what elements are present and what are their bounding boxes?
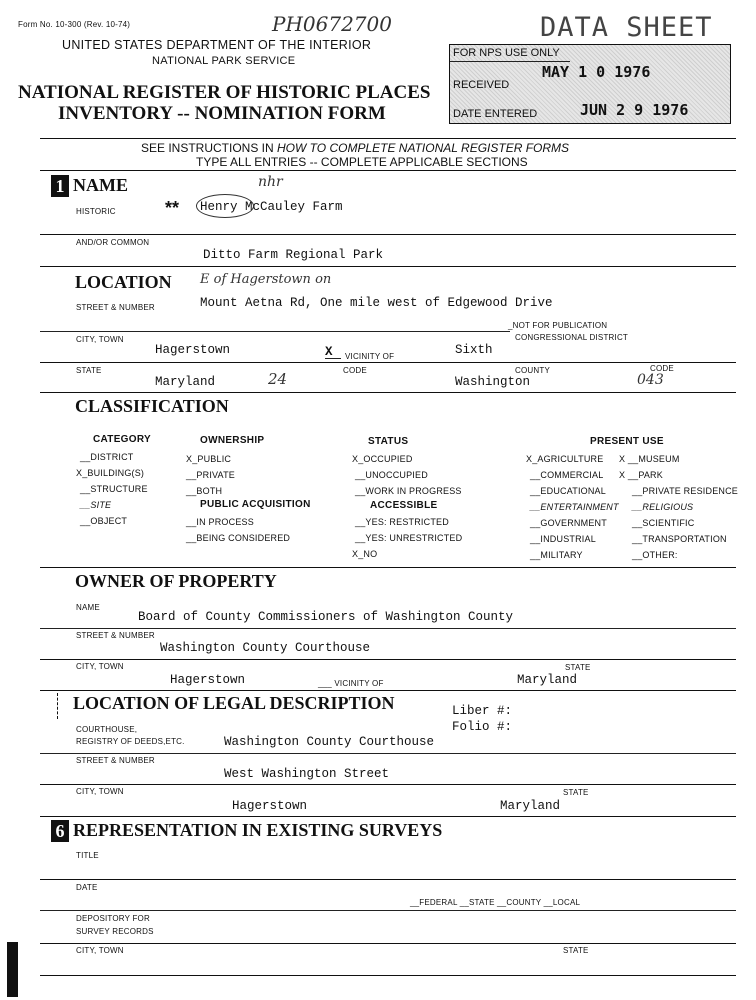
category-object[interactable]: __OBJECT (80, 516, 128, 526)
folio-label: Folio #: (452, 720, 513, 734)
use-park[interactable]: X __PARK (619, 470, 663, 480)
accessible-heading: ACCESSIBLE (370, 500, 438, 511)
nps-use-only-label: FOR NPS USE ONLY (453, 47, 560, 59)
status-heading: STATUS (368, 436, 409, 447)
surveys-section-title: REPRESENTATION IN EXISTING SURVEYS (73, 820, 443, 840)
form-number: Form No. 10-300 (Rev. 10-74) (18, 20, 131, 29)
ownership-public[interactable]: X_PUBLIC (186, 454, 232, 464)
survey-state-label: STATE (563, 946, 589, 955)
divider (40, 628, 736, 629)
use-agriculture[interactable]: X_AGRICULTURE (526, 454, 604, 464)
divider (40, 879, 736, 880)
survey-date-label: DATE (76, 883, 98, 892)
use-other[interactable]: __OTHER: (632, 550, 678, 560)
divider (40, 362, 736, 363)
state-code-label: CODE (343, 366, 367, 375)
handwritten-circle (196, 194, 254, 218)
department-name: UNITED STATES DEPARTMENT OF THE INTERIOR (62, 38, 372, 52)
registry-label: REGISTRY OF DEEDS,ETC. (76, 737, 185, 746)
legal-state-label: STATE (563, 788, 589, 797)
liber-label: Liber #: (452, 704, 513, 718)
location-street: Mount Aetna Rd, One mile west of Edgewood Drive (200, 296, 553, 310)
acquisition-in-process[interactable]: __IN PROCESS (186, 517, 254, 527)
courthouse-value: Washington County Courthouse (224, 735, 435, 749)
category-district[interactable]: __DISTRICT (80, 452, 134, 462)
use-educational[interactable]: __EDUCATIONAL (530, 486, 606, 496)
city-town-label: CITY, TOWN (76, 335, 124, 344)
street-number-label: STREET & NUMBER (76, 303, 155, 312)
county-label: COUNTY (515, 366, 550, 375)
use-government[interactable]: __GOVERNMENT (530, 518, 607, 528)
vicinity-underline (325, 358, 341, 359)
status-unoccupied[interactable]: __UNOCCUPIED (355, 470, 428, 480)
owner-state: Maryland (517, 673, 578, 687)
location-handwritten-note: E of Hagerstown on (200, 272, 332, 287)
section-number-1: 1 (51, 175, 69, 197)
owner-street: Washington County Courthouse (160, 641, 371, 655)
congressional-district-label: CONGRESSIONAL DISTRICT (515, 333, 629, 342)
historic-label: HISTORIC (76, 207, 116, 216)
state-code-handwritten: 24 (268, 370, 288, 388)
owner-name: Board of County Commissioners of Washington County (138, 610, 514, 624)
common-name: Ditto Farm Regional Park (203, 248, 384, 262)
photo-reference: PH0672700 (272, 12, 392, 36)
form-title-line2: INVENTORY -- NOMINATION FORM (58, 103, 386, 124)
courthouse-label: COURTHOUSE, (76, 725, 138, 734)
instructions-line1 (141, 141, 569, 155)
divider (40, 331, 510, 332)
data-sheet-stamp: DATA SHEET (540, 12, 713, 43)
form-title-line1: NATIONAL REGISTER OF HISTORIC PLACES (18, 82, 431, 103)
vicinity-checkmark: X (325, 345, 333, 359)
legal-street: West Washington Street (224, 767, 390, 781)
survey-title-label: TITLE (76, 851, 99, 860)
present-use-heading: PRESENT USE (590, 436, 664, 447)
status-occupied[interactable]: X_OCCUPIED (352, 454, 413, 464)
ownership-private[interactable]: __PRIVATE (186, 470, 235, 480)
owner-street-label: STREET & NUMBER (76, 631, 155, 640)
accessible-unrestricted[interactable]: __YES: UNRESTRICTED (355, 533, 463, 543)
acquisition-being-considered[interactable]: __BEING CONSIDERED (186, 533, 291, 543)
not-for-publication-label: _NOT FOR PUBLICATION (508, 321, 608, 330)
survey-city-label: CITY, TOWN (76, 946, 124, 955)
public-acquisition-heading: PUBLIC ACQUISITION (200, 499, 311, 510)
legal-city: Hagerstown (232, 799, 308, 813)
name-section-title: NAME (73, 175, 128, 195)
owner-city: Hagerstown (170, 673, 246, 687)
county-code-handwritten: 043 (637, 372, 664, 388)
category-site[interactable]: __SITE (80, 500, 112, 510)
use-military[interactable]: __MILITARY (530, 550, 583, 560)
state-label: STATE (76, 366, 102, 375)
scan-edge-mark (7, 942, 18, 997)
instructions-reference: HOW TO COMPLETE NATIONAL REGISTER FORMS (277, 141, 570, 155)
location-city: Hagerstown (155, 343, 231, 357)
divider (40, 234, 736, 235)
section-number-6: 6 (51, 820, 69, 842)
depository-label-line2: SURVEY RECORDS (76, 927, 154, 936)
use-private-residence[interactable]: __PRIVATE RESIDENCE (632, 486, 738, 496)
use-museum[interactable]: X __MUSEUM (619, 454, 680, 464)
divider (40, 975, 736, 976)
common-name-label: AND/OR COMMON (76, 238, 150, 247)
divider (40, 138, 736, 139)
accessible-restricted[interactable]: __YES: RESTRICTED (355, 517, 449, 527)
use-scientific[interactable]: __SCIENTIFIC (632, 518, 695, 528)
received-label: RECEIVED (453, 79, 510, 91)
divider (40, 567, 736, 568)
received-date: MAY 1 0 1976 (542, 63, 651, 81)
divider (40, 659, 736, 660)
divider (40, 816, 736, 817)
use-entertainment[interactable]: __ENTERTAINMENT (530, 502, 619, 512)
status-work-in-progress[interactable]: __WORK IN PROGRESS (355, 486, 462, 496)
instructions-prefix: SEE INSTRUCTIONS IN (141, 141, 278, 155)
use-religious[interactable]: __RELIGIOUS (632, 502, 694, 512)
divider (40, 784, 736, 785)
instructions-line2: TYPE ALL ENTRIES -- COMPLETE APPLICABLE SECTIONS (196, 155, 528, 169)
owner-vicinity-label: ___ VICINITY OF (318, 679, 384, 688)
historic-name: Henry McCauley Farm (200, 200, 343, 214)
owner-name-label: NAME (76, 603, 100, 612)
divider (40, 170, 736, 171)
owner-section-title: OWNER OF PROPERTY (75, 571, 277, 591)
depository-label-line1: DEPOSITORY FOR (76, 914, 150, 923)
category-buildings[interactable]: X_BUILDING(S) (76, 468, 145, 478)
location-section-title: LOCATION (75, 272, 172, 292)
date-entered-label: DATE ENTERED (453, 108, 538, 120)
ownership-heading: OWNERSHIP (200, 435, 265, 446)
location-state: Maryland (155, 375, 216, 389)
use-commercial[interactable]: __COMMERCIAL (530, 470, 604, 480)
divider (40, 910, 736, 911)
divider (40, 943, 736, 944)
legal-state: Maryland (500, 799, 561, 813)
date-entered-value: JUN 2 9 1976 (580, 101, 689, 119)
classification-section-title: CLASSIFICATION (75, 396, 229, 416)
divider (40, 392, 736, 393)
divider (40, 690, 736, 691)
service-name: NATIONAL PARK SERVICE (152, 55, 296, 67)
county-code-label: CODE (650, 364, 674, 373)
legal-section-title: LOCATION OF LEGAL DESCRIPTION (73, 693, 395, 713)
congressional-district: Sixth (455, 343, 493, 357)
divider (40, 266, 736, 267)
survey-levels: __FEDERAL __STATE __COUNTY __LOCAL (410, 898, 581, 907)
legal-street-label: STREET & NUMBER (76, 756, 155, 765)
owner-state-label: STATE (565, 663, 591, 672)
vicinity-of-label: VICINITY OF (345, 352, 395, 361)
accessible-no[interactable]: X_NO (352, 549, 378, 559)
nps-use-only-box (449, 44, 731, 124)
nps-label-underline (450, 61, 570, 62)
legal-city-label: CITY, TOWN (76, 787, 124, 796)
location-county: Washington (455, 375, 531, 389)
historic-mark: ** (165, 198, 180, 218)
category-heading: CATEGORY (93, 434, 151, 445)
category-structure[interactable]: __STRUCTURE (80, 484, 148, 494)
use-industrial[interactable]: __INDUSTRIAL (530, 534, 596, 544)
nhr-annotation: nhr (258, 174, 283, 190)
divider (40, 753, 736, 754)
ownership-both[interactable]: __BOTH (186, 486, 223, 496)
use-transportation[interactable]: __TRANSPORTATION (632, 534, 727, 544)
margin-mark (57, 693, 58, 719)
owner-city-label: CITY, TOWN (76, 662, 124, 671)
